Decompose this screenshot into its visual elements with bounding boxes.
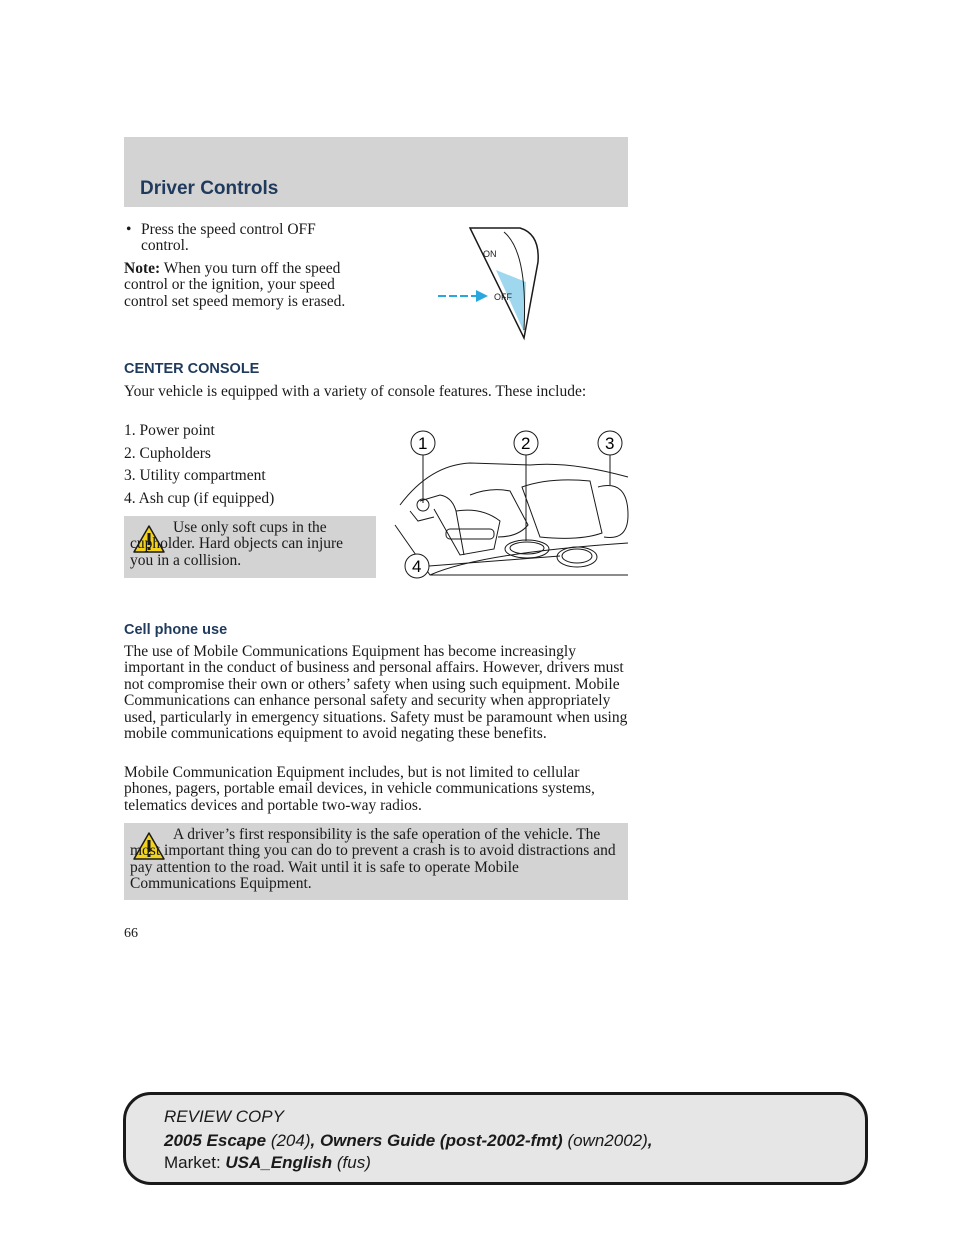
footer-guide: , Owners Guide (post-2002-fmt): [310, 1131, 563, 1150]
footer-market-code: (fus): [332, 1153, 371, 1172]
footer-model-code: (204): [266, 1131, 311, 1150]
arrow-head: [476, 290, 488, 302]
label-on: ON: [483, 249, 497, 259]
footer-document-line: [164, 1131, 653, 1151]
note-label: Note:: [124, 260, 161, 277]
cell-phone-heading: Cell phone use: [124, 622, 228, 638]
console-item-ash-cup: 4. Ash cup (if equipped): [124, 490, 275, 507]
callout-1: 1: [418, 434, 428, 453]
console-item-utility: 3. Utility compartment: [124, 467, 266, 484]
note-text: When you turn off the speed control or the ignition, your speed control set speed memory is erased.: [124, 260, 346, 310]
footer-market-line: [164, 1153, 371, 1173]
bullet-dot: •: [126, 221, 132, 238]
note-paragraph: [124, 261, 379, 310]
center-console-heading: CENTER CONSOLE: [124, 361, 260, 377]
cupholder-warning-text: Use only soft cups in the cupholder. Hard objects can injure you in a collision.: [130, 519, 344, 569]
cupholder-warning: [124, 516, 376, 578]
footer-market: USA_English: [225, 1153, 333, 1172]
footer-review-copy: REVIEW COPY: [164, 1107, 284, 1126]
footer-model: 2005 Escape: [164, 1131, 267, 1150]
bullet-text: Press the speed control OFF control.: [141, 221, 316, 255]
center-console-figure: [390, 425, 630, 590]
footer-guide-code: (own2002): [562, 1131, 648, 1150]
speed-control-figure: [430, 222, 550, 342]
cell-phone-paragraph-1: The use of Mobile Communications Equipment has become increasingly important in the conduct of business and personal affairs. However, drivers must not compromise their own or others’ safety when using such equipment. Mobile Communications can enhance personal safety and security when appropriately used, particularly in emergency situations. Safety must be paramount when using mobile communications equipment to avoid negating these benefits.: [124, 643, 628, 743]
callout-4: 4: [412, 557, 422, 576]
footer-market-label: Market:: [164, 1153, 226, 1172]
callout-3: 3: [605, 434, 615, 453]
cell-phone-warning-text: A driver’s first responsibility is the safe operation of the vehicle. The most important thing you can do to prevent a crash is to avoid distractions and pay attention to the road. Wait until it is safe to operate Mobile Communications Equipment.: [130, 826, 616, 893]
review-footer: [123, 1092, 868, 1185]
label-off: OFF: [494, 292, 512, 302]
section-title: Driver Controls: [140, 178, 279, 199]
page-number: 66: [124, 926, 138, 941]
cell-phone-warning: [124, 823, 628, 900]
console-item-cupholders: 2. Cupholders: [124, 445, 211, 462]
footer-comma: ,: [647, 1131, 653, 1150]
center-console-intro: Your vehicle is equipped with a variety of console features. These include:: [124, 383, 587, 400]
callout-2: 2: [521, 434, 531, 453]
section-header-band: [124, 137, 628, 207]
cell-phone-paragraph-2: Mobile Communication Equipment includes, but is not limited to cellular phones, pagers, portable email devices, in vehicle communications systems, telematics devices and portable two-way radios.: [124, 764, 595, 814]
console-item-power-point: 1. Power point: [124, 422, 215, 439]
